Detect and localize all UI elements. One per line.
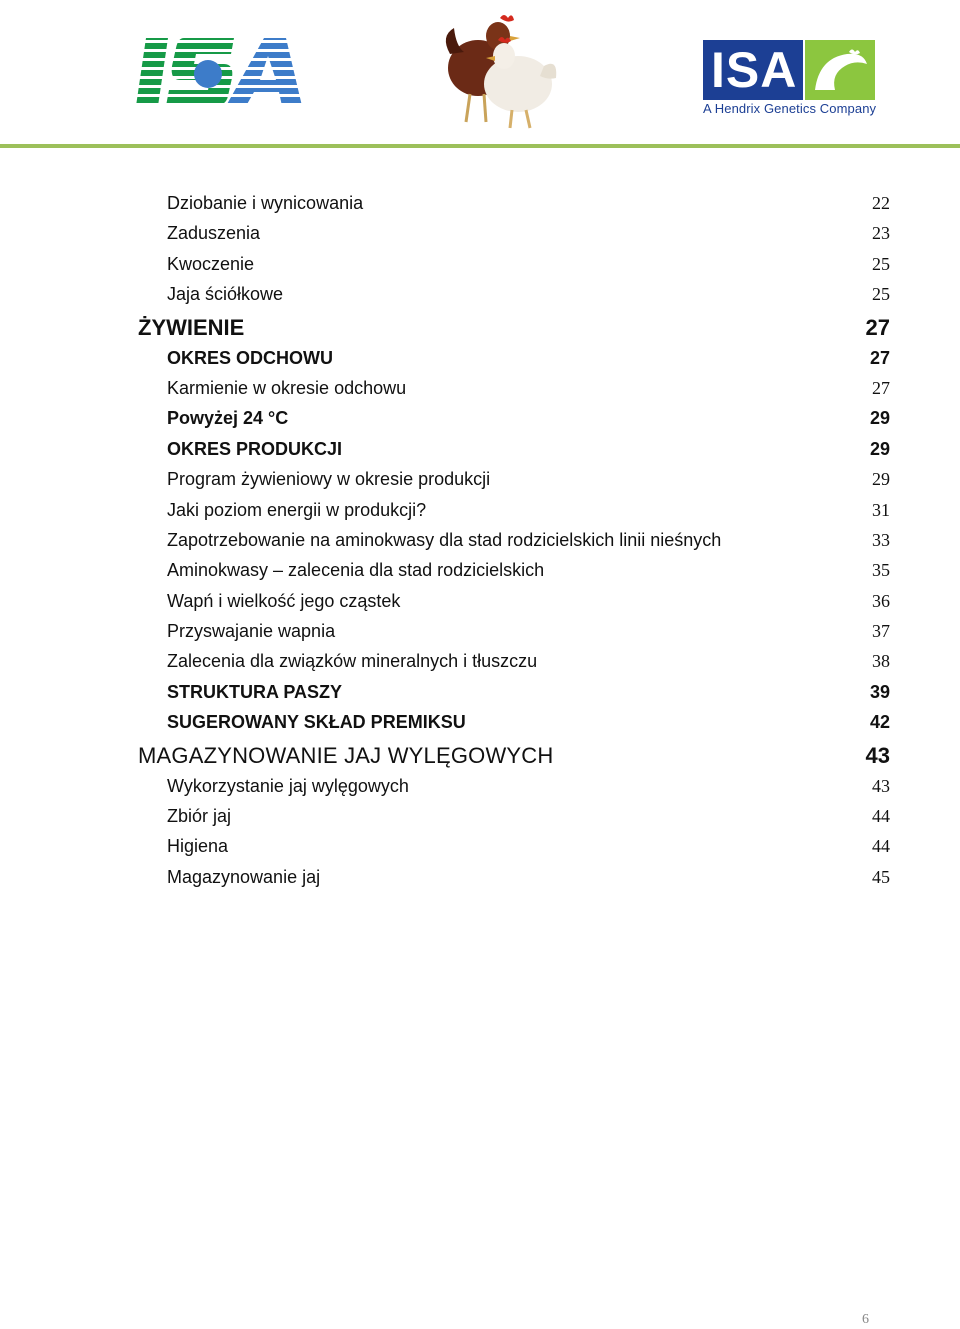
- toc-chapter-title: MAGAZYNOWANIE JAJ WYLĘGOWYCH: [138, 742, 554, 768]
- isa-logo-green-box: [805, 40, 875, 100]
- toc-chapter-page: 27: [865, 314, 890, 340]
- toc-section-title: Powyżej 24 °C: [167, 408, 289, 429]
- toc-section[interactable]: [0, 677, 960, 707]
- toc-entry[interactable]: [0, 831, 960, 861]
- toc-entry-title: Zbiór jaj: [167, 806, 232, 827]
- toc-section-page: 42: [869, 712, 890, 733]
- toc-section[interactable]: [0, 403, 960, 433]
- toc-chapter-page: 43: [865, 742, 890, 768]
- toc-entry-title: Jaki poziom energii w produkcji?: [167, 499, 427, 520]
- toc-entry[interactable]: [0, 646, 960, 676]
- toc-section-title: OKRES PRODUKCJI: [167, 438, 343, 459]
- toc-entry[interactable]: [0, 862, 960, 892]
- toc-entry-title: Program żywieniowy w okresie produkcji: [167, 469, 491, 490]
- toc-entry-title: Wykorzystanie jaj wylęgowych: [167, 775, 409, 796]
- toc-entry-page: 43: [872, 775, 890, 796]
- toc-entry[interactable]: [0, 188, 960, 218]
- toc-entry[interactable]: [0, 464, 960, 494]
- toc-entry-page: 27: [872, 377, 890, 398]
- toc-entry[interactable]: [0, 525, 960, 555]
- toc-section-page: 29: [869, 438, 890, 459]
- isa-logo-blue-box: [703, 40, 803, 100]
- toc-entry-title: Dziobanie i wynicowania: [167, 193, 364, 213]
- table-of-contents: [0, 188, 960, 892]
- toc-section-page: 39: [869, 681, 890, 702]
- toc-entry[interactable]: [0, 616, 960, 646]
- toc-entry-page: 38: [872, 651, 890, 672]
- toc-entry[interactable]: [0, 218, 960, 248]
- toc-entry[interactable]: [0, 495, 960, 525]
- toc-entry-title: Zaduszenia: [167, 223, 261, 244]
- hen-silhouette-icon: [805, 40, 875, 100]
- isa-logo-tagline: A Hendrix Genetics Company: [703, 101, 877, 116]
- toc-entry-page: 36: [872, 590, 890, 611]
- toc-section-title: STRUKTURA PASZY: [167, 681, 342, 702]
- toc-chapter-title: ŻYWIENIE: [138, 314, 245, 340]
- toc-section[interactable]: [0, 707, 960, 737]
- toc-entry-title: Zalecenia dla związków mineralnych i tłuszczu: [167, 651, 538, 672]
- toc-section-page: 27: [869, 347, 890, 368]
- header-divider: [0, 144, 960, 148]
- toc-entry-title: Jaja ściółkowe: [167, 284, 284, 305]
- hens-illustration: [440, 6, 560, 132]
- isa-striped-logo: [136, 34, 306, 110]
- toc-entry-title: Przyswajanie wapnia: [167, 621, 336, 642]
- toc-entry-page: 44: [872, 806, 890, 827]
- toc-entry-page: 33: [872, 529, 890, 550]
- toc-entry-page: 45: [872, 866, 890, 887]
- toc-entry-title: Kwoczenie: [167, 253, 255, 274]
- toc-entry-page: 25: [872, 284, 890, 305]
- isa-hendrix-logo: [703, 40, 875, 122]
- toc-chapter[interactable]: [0, 310, 960, 343]
- toc-entry-page: 25: [872, 253, 890, 274]
- toc-entry[interactable]: [0, 279, 960, 309]
- page-header: [0, 0, 960, 150]
- toc-section-page: 29: [869, 408, 890, 429]
- toc-entry-page: 22: [872, 193, 890, 213]
- toc-entry-title: Higiena: [167, 836, 229, 857]
- toc-entry[interactable]: [0, 586, 960, 616]
- toc-entry-page: 35: [872, 560, 890, 581]
- toc-entry-title: Magazynowanie jaj: [167, 866, 321, 887]
- toc-entry-page: 44: [872, 836, 890, 857]
- isa-logo-text: ISA: [711, 42, 798, 98]
- page-number: 6: [862, 1312, 869, 1327]
- toc-entry[interactable]: [0, 249, 960, 279]
- toc-entry[interactable]: [0, 801, 960, 831]
- toc-entry-title: Wapń i wielkość jego cząstek: [167, 590, 401, 611]
- toc-entry-title: Aminokwasy – zalecenia dla stad rodzicielskich: [167, 560, 545, 581]
- toc-section[interactable]: [0, 434, 960, 464]
- toc-section-title: OKRES ODCHOWU: [167, 347, 333, 368]
- toc-entry-page: 29: [872, 469, 890, 490]
- toc-entry-page: 31: [872, 499, 890, 520]
- toc-entry[interactable]: [0, 771, 960, 801]
- toc-chapter[interactable]: [0, 738, 960, 771]
- toc-section-title: SUGEROWANY SKŁAD PREMIKSU: [167, 712, 466, 733]
- toc-entry-title: Zapotrzebowanie na aminokwasy dla stad rodzicielskich linii nieśnych: [167, 529, 722, 550]
- toc-entry[interactable]: [0, 555, 960, 585]
- toc-entry-page: 23: [872, 223, 890, 244]
- toc-section[interactable]: [0, 343, 960, 373]
- toc-entry-page: 37: [872, 621, 890, 642]
- toc-entry-title: Karmienie w okresie odchowu: [167, 377, 407, 398]
- toc-entry[interactable]: [0, 373, 960, 403]
